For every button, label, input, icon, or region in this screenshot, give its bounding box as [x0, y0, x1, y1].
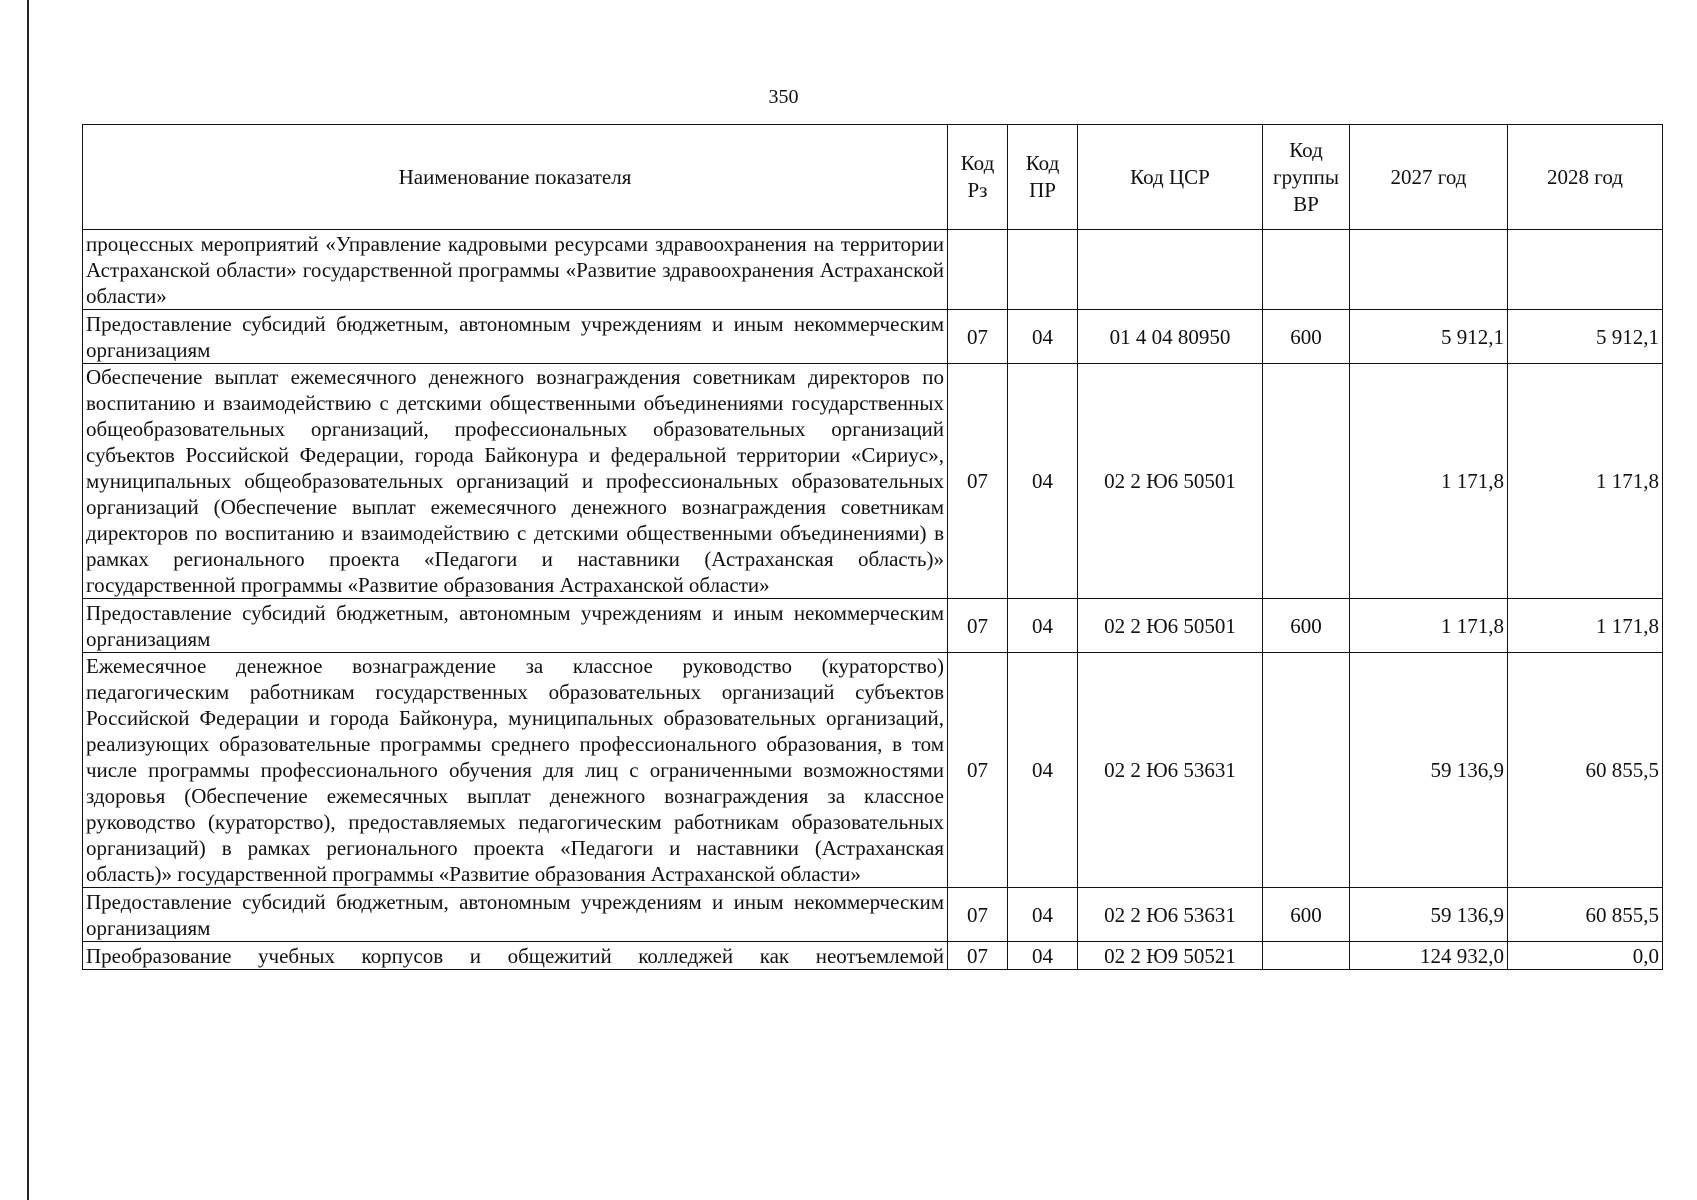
row-vr — [1263, 653, 1350, 888]
row-rz: 07 — [948, 310, 1008, 364]
header-vr: Код группы ВР — [1263, 125, 1350, 230]
row-2027: 1 171,8 — [1350, 599, 1508, 653]
table-row — [83, 230, 1663, 310]
table-row — [83, 888, 1663, 942]
header-rz: Код Рз — [948, 125, 1008, 230]
row-rz: 07 — [948, 888, 1008, 942]
row-2027 — [1350, 230, 1508, 310]
row-rz — [948, 230, 1008, 310]
row-2027: 5 912,1 — [1350, 310, 1508, 364]
row-name: Ежемесячное денежное вознаграждение за классное руководство (кураторство) педагогическим работникам государственных образовательных организаций субъектов Российской Федерации и города Байконура, муниципальных образовательных организаций, реализующих образовательные программы среднего профессионального образования, в том числе программы профессионального обучения для лиц с ограниченными возможностями здоровья (Обеспечение ежемесячных выплат денежного вознаграждения за классное руководство (кураторство), предоставляемых педагогическим работникам образовательных организаций) в рамках регионального проекта «Педагоги и наставники (Астраханская область)» государственной программы «Развитие образования Астраханской области» — [83, 653, 948, 888]
row-vr — [1263, 942, 1350, 970]
table-row — [83, 599, 1663, 653]
row-vr — [1263, 364, 1350, 599]
row-2028: 1 171,8 — [1508, 599, 1663, 653]
row-csr: 02 2 Ю6 50501 — [1078, 364, 1263, 599]
row-csr — [1078, 230, 1263, 310]
row-csr: 01 4 04 80950 — [1078, 310, 1263, 364]
row-csr: 02 2 Ю6 50501 — [1078, 599, 1263, 653]
row-name: процессных мероприятий «Управление кадровыми ресурсами здравоохранения на территории Астраханской области» государственной программы «Развитие здравоохранения Астраханской области» — [83, 230, 948, 310]
header-name: Наименование показателя — [83, 125, 948, 230]
header-2028: 2028 год — [1508, 125, 1663, 230]
row-2028: 1 171,8 — [1508, 364, 1663, 599]
row-rz: 07 — [948, 599, 1008, 653]
row-csr: 02 2 Ю9 50521 — [1078, 942, 1263, 970]
page-number: 350 — [768, 86, 799, 108]
table-row — [83, 942, 1663, 970]
row-vr — [1263, 230, 1350, 310]
row-pr: 04 — [1008, 599, 1078, 653]
row-pr: 04 — [1008, 942, 1078, 970]
row-2027: 59 136,9 — [1350, 653, 1508, 888]
row-rz: 07 — [948, 653, 1008, 888]
row-2028 — [1508, 230, 1663, 310]
row-pr — [1008, 230, 1078, 310]
row-name: Предоставление субсидий бюджетным, автономным учреждениям и иным некоммерческим организациям — [83, 888, 948, 942]
row-csr: 02 2 Ю6 53631 — [1078, 653, 1263, 888]
row-pr: 04 — [1008, 364, 1078, 599]
row-rz: 07 — [948, 942, 1008, 970]
row-name: Преобразование учебных корпусов и общежитий колледжей как неотъемлемой — [83, 942, 948, 970]
row-2027: 59 136,9 — [1350, 888, 1508, 942]
row-2027: 1 171,8 — [1350, 364, 1508, 599]
row-name: Предоставление субсидий бюджетным, автономным учреждениям и иным некоммерческим организациям — [83, 599, 948, 653]
row-pr: 04 — [1008, 653, 1078, 888]
row-rz: 07 — [948, 364, 1008, 599]
table-header-row — [83, 125, 1663, 230]
row-pr: 04 — [1008, 888, 1078, 942]
header-pr: Код ПР — [1008, 125, 1078, 230]
header-2027: 2027 год — [1350, 125, 1508, 230]
row-name: Предоставление субсидий бюджетным, автономным учреждениям и иным некоммерческим организациям — [83, 310, 948, 364]
table-row — [83, 310, 1663, 364]
left-margin-rule — [27, 0, 29, 1200]
row-pr: 04 — [1008, 310, 1078, 364]
row-name: Обеспечение выплат ежемесячного денежного вознаграждения советникам директоров по воспитанию и взаимодействию с детскими общественными объединениями государственных общеобразовательных организаций, профессиональных образовательных организаций субъектов Российской Федерации, города Байконура и федеральной территории «Сириус», муниципальных общеобразовательных организаций и профессиональных образовательных организаций (Обеспечение выплат ежемесячного денежного вознаграждения советникам директоров по воспитанию и взаимодействию с детскими общественными объединениями) в рамках регионального проекта «Педагоги и наставники (Астраханская область)» государственной программы «Развитие образования Астраханской области» — [83, 364, 948, 599]
budget-table — [82, 124, 1663, 970]
row-2028: 0,0 — [1508, 942, 1663, 970]
header-csr: Код ЦСР — [1078, 125, 1263, 230]
table-row — [83, 364, 1663, 599]
row-vr: 600 — [1263, 888, 1350, 942]
row-2027: 124 932,0 — [1350, 942, 1508, 970]
row-2028: 60 855,5 — [1508, 888, 1663, 942]
row-vr: 600 — [1263, 310, 1350, 364]
table-row — [83, 653, 1663, 888]
row-2028: 60 855,5 — [1508, 653, 1663, 888]
row-vr: 600 — [1263, 599, 1350, 653]
row-csr: 02 2 Ю6 53631 — [1078, 888, 1263, 942]
row-2028: 5 912,1 — [1508, 310, 1663, 364]
